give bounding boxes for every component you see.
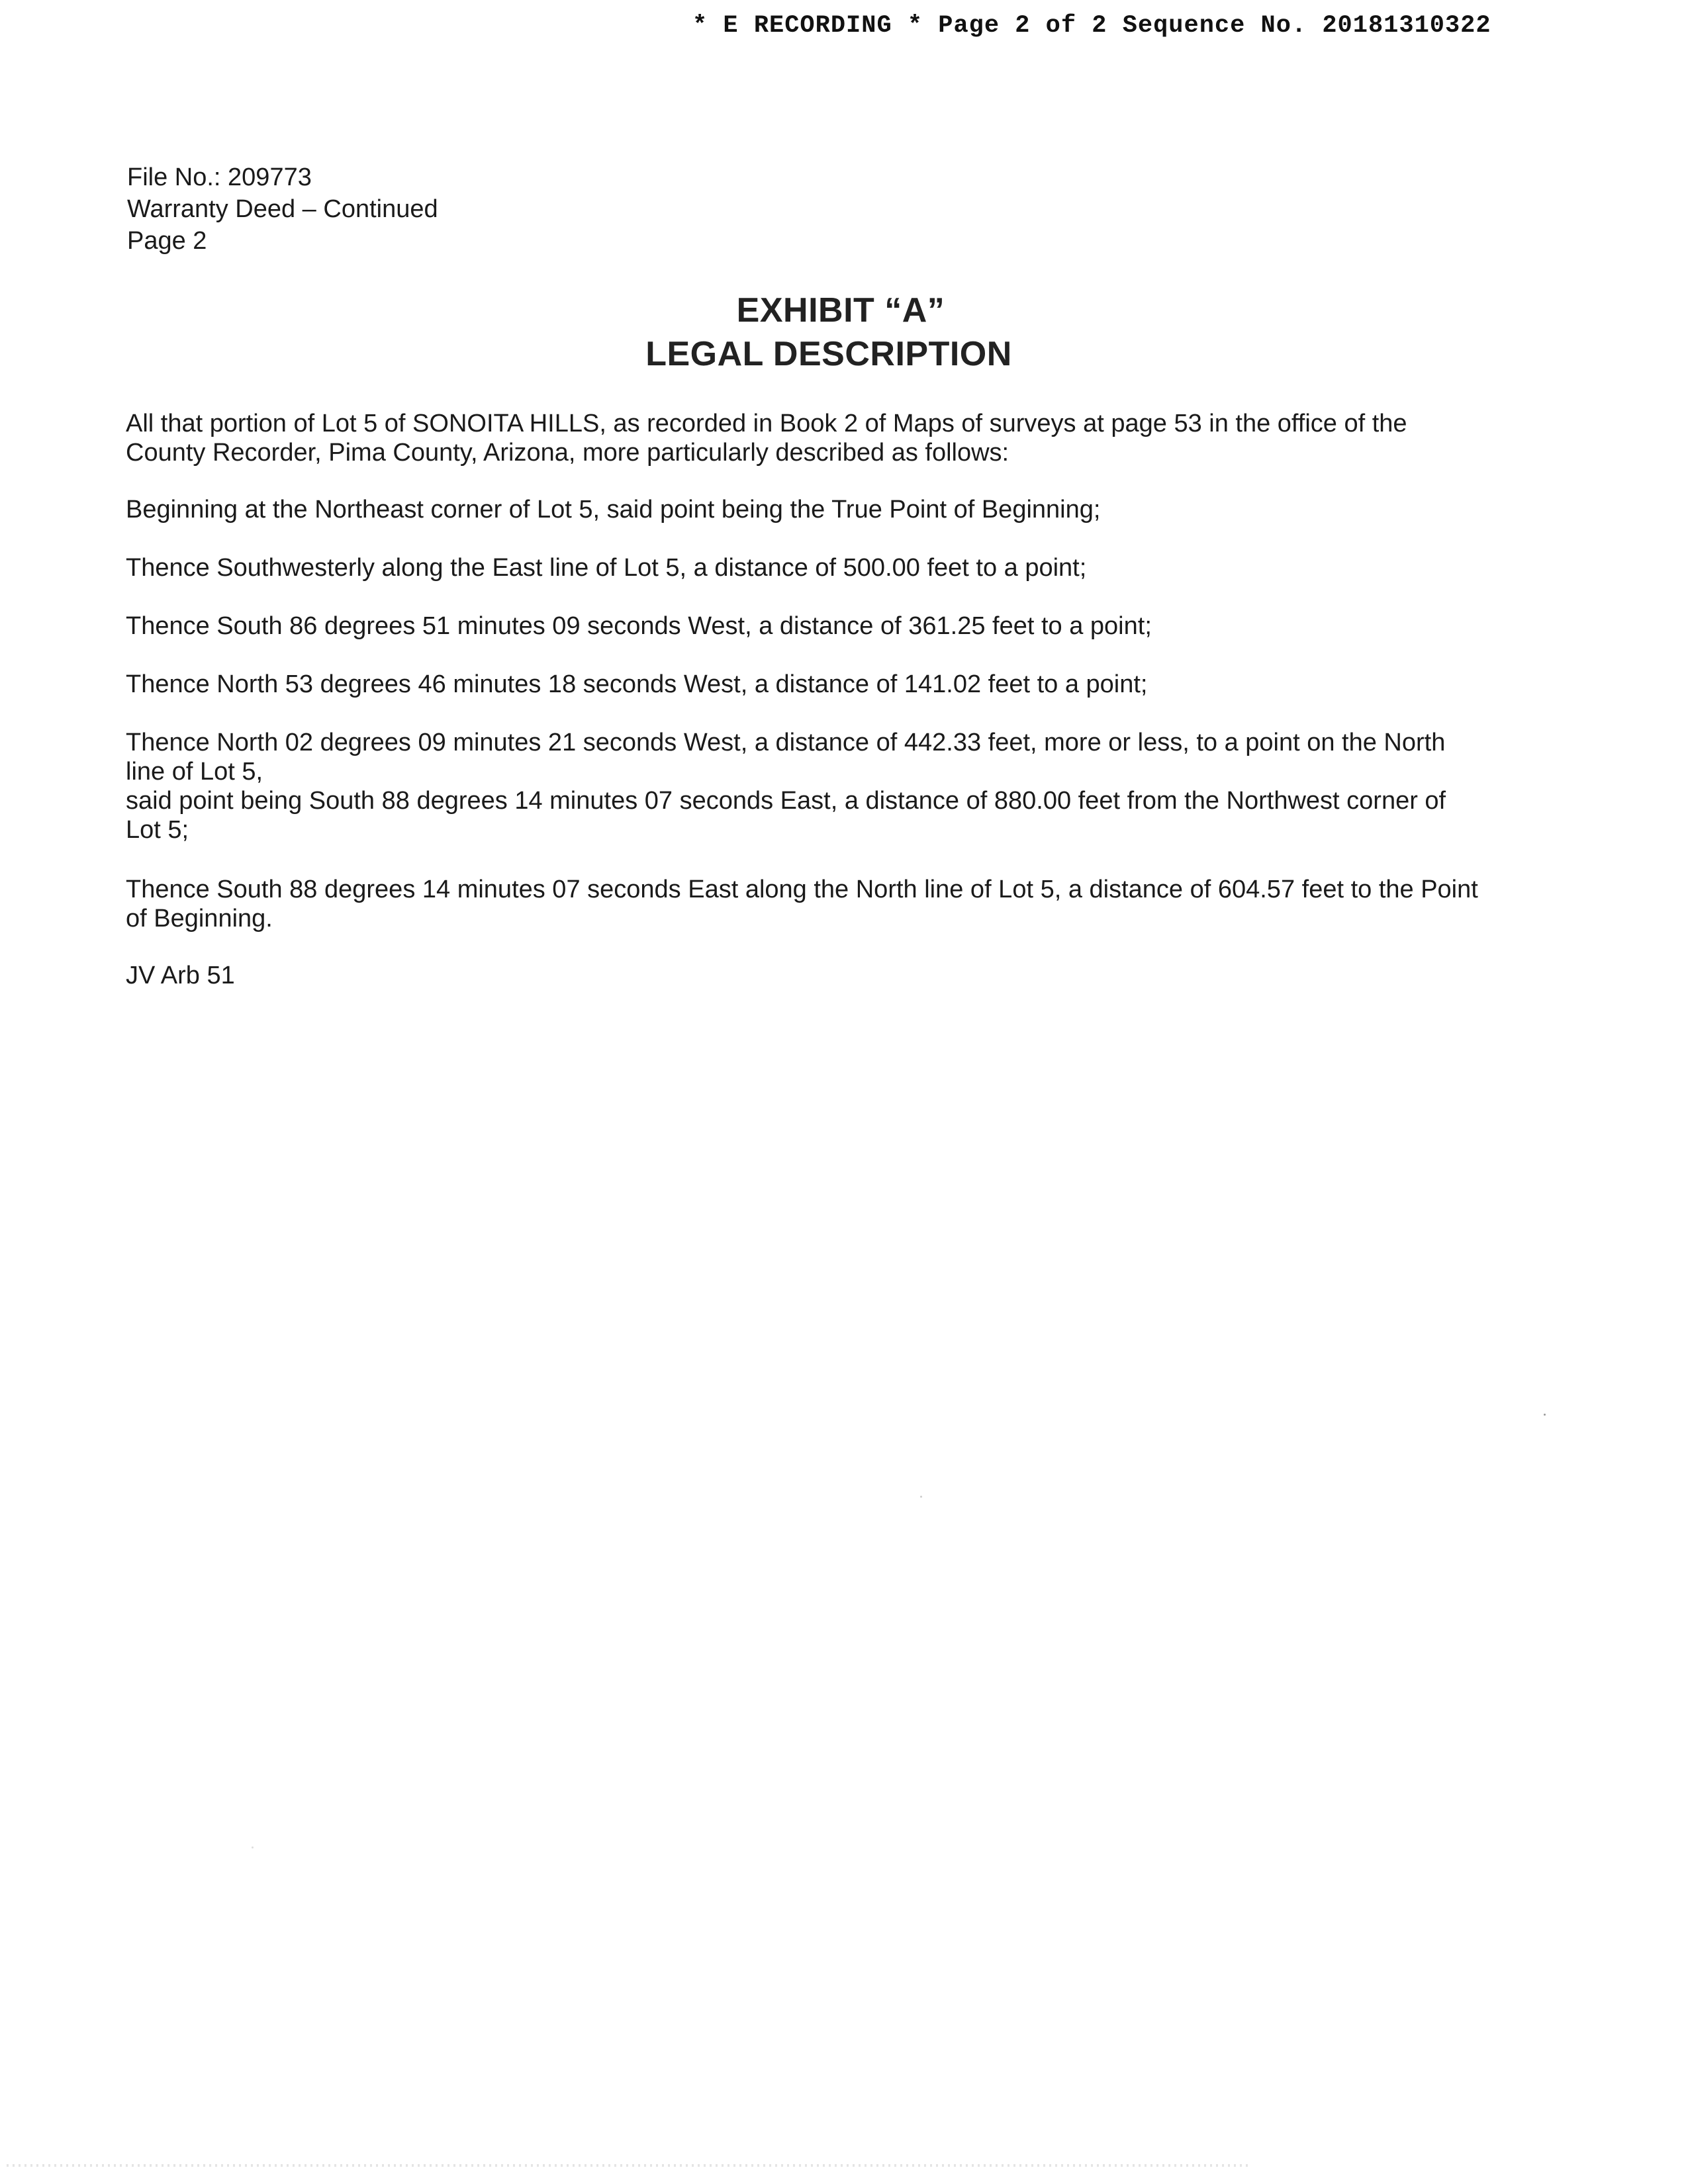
- exhibit-subtitle: LEGAL DESCRIPTION: [645, 335, 1012, 373]
- file-number: File No.: 209773: [127, 163, 312, 191]
- exhibit-title: EXHIBIT “A”: [736, 291, 945, 330]
- intro-line: All that portion of Lot 5 of SONOITA HILLS, as recorded in Book 2 of Maps of surveys at page 53 in the office of the: [126, 410, 1407, 437]
- intro-line: County Recorder, Pima County, Arizona, more particularly described as follows:: [126, 439, 1009, 467]
- course-line: Thence South 88 degrees 14 minutes 07 seconds East along the North line of Lot 5, a distance of 604.57 feet to the Point: [126, 876, 1478, 903]
- beginning-paragraph: [126, 495, 1542, 524]
- course-line: said point being South 88 degrees 14 minutes 07 seconds East, a distance of 880.00 feet from the Northwest corner of: [126, 787, 1446, 815]
- course-paragraph-3: [126, 670, 1542, 699]
- course-line: of Beginning.: [126, 905, 273, 933]
- scan-speck: [252, 1846, 254, 1848]
- recording-stamp: * E RECORDING * Page 2 of 2 Sequence No. 20181310322: [692, 12, 1491, 40]
- course-line: Thence North 53 degrees 46 minutes 18 seconds West, a distance of 141.02 feet to a point;: [126, 670, 1148, 698]
- course-line: Thence Southwesterly along the East line of Lot 5, a distance of 500.00 feet to a point;: [126, 554, 1087, 582]
- document-type: Warranty Deed – Continued: [127, 195, 438, 223]
- course-line: Thence South 86 degrees 51 minutes 09 seconds West, a distance of 361.25 feet to a point;: [126, 612, 1152, 640]
- course-paragraph-2: [126, 612, 1542, 641]
- course-paragraph-5: [126, 875, 1542, 933]
- file-header: [127, 161, 438, 257]
- exhibit-heading: [0, 289, 1688, 376]
- scan-speck: [920, 1496, 922, 1498]
- scan-noise-strip: [7, 2164, 1251, 2167]
- beginning-line: Beginning at the Northeast corner of Lot 5, said point being the True Point of Beginning;: [126, 496, 1101, 523]
- page-number: Page 2: [127, 227, 207, 255]
- course-paragraph-1: [126, 553, 1542, 582]
- scan-speck: [1544, 1414, 1546, 1416]
- course-line: line of Lot 5,: [126, 758, 263, 786]
- course-line: Thence North 02 degrees 09 minutes 21 seconds West, a distance of 442.33 feet, more or less, to a point on the North: [126, 729, 1446, 756]
- course-paragraph-4: [126, 728, 1542, 844]
- intro-paragraph: [126, 409, 1542, 467]
- reference-note: [126, 961, 1542, 990]
- reference-line: JV Arb 51: [126, 962, 235, 989]
- course-line: Lot 5;: [126, 816, 189, 844]
